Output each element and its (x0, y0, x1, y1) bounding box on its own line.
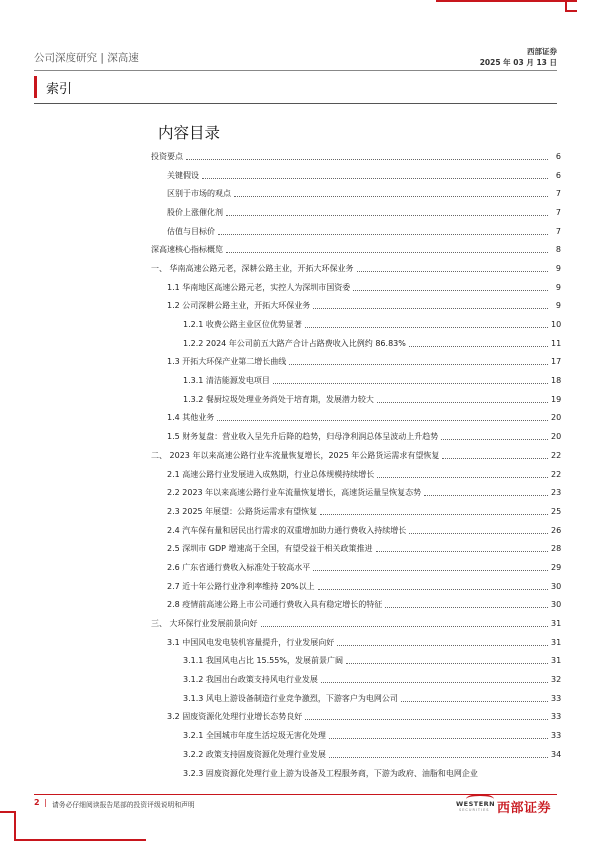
toc-entry-page: 31 (551, 656, 562, 666)
toc-entry-page: 26 (551, 525, 562, 535)
toc-entry[interactable] (151, 371, 561, 390)
logo-english-sub: SECURITIES (459, 808, 490, 812)
toc-entry-page: 19 (551, 394, 562, 404)
toc-entry-page: 20 (551, 432, 562, 442)
toc-entry-page: 6 (549, 152, 561, 161)
header-date: 2025 年 03 月 13 日 (479, 58, 557, 67)
toc-leader-dots (226, 252, 548, 253)
toc-entry-text: 区别于市场的观点 (167, 189, 231, 199)
toc-entry[interactable] (151, 147, 561, 166)
toc-entry-page: 30 (551, 581, 562, 591)
toc-entry-text: 3.1.2 我国出台政策支持风电行业发展 (183, 675, 318, 685)
toc-entry-page: 7 (549, 208, 561, 217)
toc-entry-page: 7 (549, 227, 561, 236)
toc-leader-dots (353, 290, 548, 291)
toc-entry-page: 8 (549, 245, 561, 254)
logo-english: WESTERN (456, 800, 496, 808)
toc-leader-dots (321, 682, 548, 683)
toc-entry-page: 7 (549, 189, 561, 198)
toc-entry-page: 11 (551, 338, 562, 348)
toc-leader-dots (424, 495, 548, 496)
toc-entry-text: 2.5 深圳市 GDP 增速高于全国，有望受益于相关政策推进 (167, 544, 373, 554)
toc-entry-text: 1.2.1 收费公路主业区位优势显著 (183, 320, 302, 330)
toc-leader-dots (377, 402, 548, 403)
toc-entry-text: 关键假设 (167, 170, 199, 180)
toc-entry-page: 25 (551, 506, 562, 516)
toc-entry-text: 股价上涨催化剂 (167, 207, 223, 217)
toc-leader-dots (385, 607, 548, 608)
toc-entry-text: 1.2 公司深耕公路主业，开拓大环保业务 (167, 301, 311, 311)
toc-entry[interactable] (151, 259, 561, 278)
toc-leader-dots (409, 533, 548, 534)
toc-entry-page: 30 (551, 600, 562, 610)
header-brand: 西部证券 (527, 47, 557, 56)
toc-leader-dots (377, 477, 548, 478)
toc-entry-page: 32 (551, 675, 562, 685)
toc-leader-dots (305, 327, 548, 328)
footer-separator: | (44, 798, 47, 807)
toc-leader-dots (401, 701, 548, 702)
toc-entry[interactable] (151, 652, 561, 671)
toc-entry[interactable] (151, 297, 561, 316)
toc-entry-text: 3.2.3 固废资源化处理行业上游为设备及工程服务商，下游为政府、油脂和电网企业 (183, 768, 561, 779)
toc-entry-text: 1.2.2 2024 年公司前五大路产合计占路费收入比例约 86.83% (183, 338, 406, 348)
toc-entry[interactable] (151, 240, 561, 259)
toc-entry-text: 2.1 高速公路行业发展进入成熟期，行业总体规模持续增长 (167, 469, 375, 479)
toc-leader-dots (357, 271, 548, 272)
toc-entry-text: 3.1.1 我国风电占比 15.55%，发展前景广阔 (183, 656, 343, 666)
toc-entry[interactable] (151, 446, 561, 465)
toc-entry[interactable] (151, 745, 561, 764)
toc-entry[interactable] (151, 465, 561, 484)
toc-entry-text: 3.2.1 全国城市年度生活垃圾无害化处理 (183, 731, 326, 741)
toc-leader-dots (273, 383, 548, 384)
footer-page-number: 2 (34, 798, 40, 807)
toc-leader-dots (313, 570, 548, 571)
toc-entry[interactable] (151, 353, 561, 372)
toc-leader-dots (313, 308, 548, 309)
toc-entry[interactable] (151, 390, 561, 409)
toc-entry-page: 6 (549, 171, 561, 180)
toc-entry-page: 28 (551, 544, 562, 554)
toc-entry-text: 1.4 其他业务 (167, 413, 215, 423)
section-divider (34, 103, 557, 104)
toc-entry-page: 9 (549, 264, 561, 273)
section-marker (34, 76, 37, 98)
toc-entry-text: 3.2 固废资源化处理行业增长态势良好 (167, 712, 303, 722)
toc-entry-text: 2.8 疫情前高速公路上市公司通行费收入具有稳定增长的特征 (167, 600, 383, 610)
toc-entry[interactable] (151, 222, 561, 241)
toc-entry[interactable] (151, 614, 561, 633)
toc-leader-dots (226, 215, 548, 216)
toc-entry-text: 2.3 2025 年展望：公路货运需求有望恢复 (167, 506, 318, 516)
toc-entry-page: 29 (551, 562, 562, 572)
toc-entry-text: 1.3.1 清洁能源发电项目 (183, 376, 270, 386)
toc-entry-text: 2.2 2023 年以来高速公路行业车流量恢复增长，高速货运量呈恢复态势 (167, 488, 422, 498)
toc-entry-page: 23 (551, 488, 562, 498)
toc-entry-text: 2.6 广东省通行费收入标准处于较高水平 (167, 562, 311, 572)
toc-entry-page: 18 (551, 376, 562, 386)
company-logo (456, 793, 560, 817)
toc-entry-text: 1.5 财务复盘：营业收入呈先升后降的趋势，归母净利润总体呈波动上升趋势 (167, 432, 439, 442)
toc-entry[interactable] (151, 577, 561, 596)
toc-entry-text: 1.3.2 餐厨垃圾处理业务尚处于培育期，发展潜力较大 (183, 394, 374, 404)
toc-leader-dots (305, 719, 548, 720)
toc-entry[interactable] (151, 334, 561, 353)
toc-entry-text: 投资要点 (151, 151, 183, 161)
toc-entry[interactable] (151, 166, 561, 185)
toc-leader-dots (346, 663, 548, 664)
toc-entry[interactable] (151, 427, 561, 446)
toc-entry[interactable] (151, 278, 561, 297)
toc-entry[interactable] (151, 521, 561, 540)
toc-leader-dots (261, 626, 548, 627)
toc-entry[interactable] (151, 708, 561, 727)
toc-entry-text: 3.2.2 政策支持固废资源化处理行业发展 (183, 749, 326, 759)
toc-entry-page: 33 (551, 693, 562, 703)
toc-leader-dots (329, 738, 548, 739)
toc-entry-text: 二、 2023 年以来高速公路行业车流量恢复增长，2025 年公路货运需求有望恢复 (151, 450, 440, 460)
corner-decoration-bottom-left (0, 811, 16, 841)
toc-leader-dots (318, 589, 548, 590)
toc-entry-text: 3.1 中国风电发电装机容量提升，行业发展向好 (167, 637, 335, 647)
toc-entry-text: 1.1 华南地区高速公路元老，实控人为深圳市国资委 (167, 282, 351, 292)
toc-leader-dots (186, 159, 548, 160)
toc-entry-page: 9 (549, 301, 561, 310)
toc-entry[interactable] (151, 315, 561, 334)
toc-entry-page: 20 (551, 413, 562, 423)
toc-entry-page: 33 (551, 731, 562, 741)
toc-leader-dots (441, 439, 548, 440)
toc-leader-dots (442, 458, 548, 459)
toc-entry-text: 三、 大环保行业发展前景向好 (151, 619, 258, 629)
footer-disclaimer: 请务必仔细阅读报告尾部的投资评级说明和声明 (52, 801, 195, 809)
toc-entry[interactable] (151, 483, 561, 502)
corner-decoration-top-right (565, 0, 577, 12)
toc-entry-page: 9 (549, 283, 561, 292)
toc-entry-page: 31 (551, 637, 562, 647)
toc-entry-page: 31 (551, 619, 562, 629)
toc-entry[interactable] (151, 539, 561, 558)
toc-entry-page: 33 (551, 712, 562, 722)
toc-entry-text: 3.1.3 风电上游设备制造行业竞争激烈，下游客户为电网公司 (183, 693, 398, 703)
toc-entry[interactable] (151, 184, 561, 203)
toc-leader-dots (218, 234, 548, 235)
toc-title: 内容目录 (158, 124, 221, 142)
toc-entry[interactable] (151, 502, 561, 521)
toc-leader-dots (376, 551, 548, 552)
header-divider (34, 70, 557, 71)
toc-leader-dots (337, 645, 548, 646)
toc-entry[interactable] (151, 558, 561, 577)
toc-leader-dots (217, 420, 548, 421)
toc-entry-page: 34 (551, 749, 562, 759)
toc-entry-text: 深高速核心指标概览 (151, 245, 223, 255)
logo-chinese: 西部证券 (497, 801, 552, 816)
toc-entry[interactable] (151, 596, 561, 615)
toc-entry[interactable] (151, 203, 561, 222)
toc-entry-text: 2.4 汽车保有量和居民出行需求的双重增加助力通行费收入持续增长 (167, 525, 407, 535)
corner-decoration-top-bar (436, 0, 577, 2)
toc-entry[interactable] (151, 633, 561, 652)
toc-entry[interactable] (151, 726, 561, 745)
section-title: 索引 (46, 82, 73, 97)
toc-entry[interactable] (151, 764, 561, 783)
toc-entry-page: 22 (551, 450, 562, 460)
toc-entry[interactable] (151, 689, 561, 708)
header-breadcrumb: 公司深度研究 | 深高速 (34, 52, 139, 64)
toc-entry-page: 10 (551, 320, 562, 330)
toc-entry[interactable] (151, 409, 561, 428)
toc-entry-page: 22 (551, 469, 562, 479)
table-of-contents (151, 147, 561, 782)
toc-entry-text: 2.7 近十年公路行业净利率维持 20%以上 (167, 581, 315, 591)
toc-leader-dots (234, 196, 548, 197)
toc-entry-text: 1.3 开拓大环保产业第二增长曲线 (167, 357, 287, 367)
toc-leader-dots (409, 346, 548, 347)
toc-leader-dots (289, 364, 548, 365)
toc-entry[interactable] (151, 670, 561, 689)
toc-entry-page: 17 (551, 357, 562, 367)
toc-entry-text: 一、 华南高速公路元老，深耕公路主业，开拓大环保业务 (151, 263, 354, 273)
toc-leader-dots (202, 178, 548, 179)
toc-leader-dots (329, 757, 548, 758)
toc-entry-text: 估值与目标价 (167, 226, 215, 236)
toc-leader-dots (320, 514, 548, 515)
